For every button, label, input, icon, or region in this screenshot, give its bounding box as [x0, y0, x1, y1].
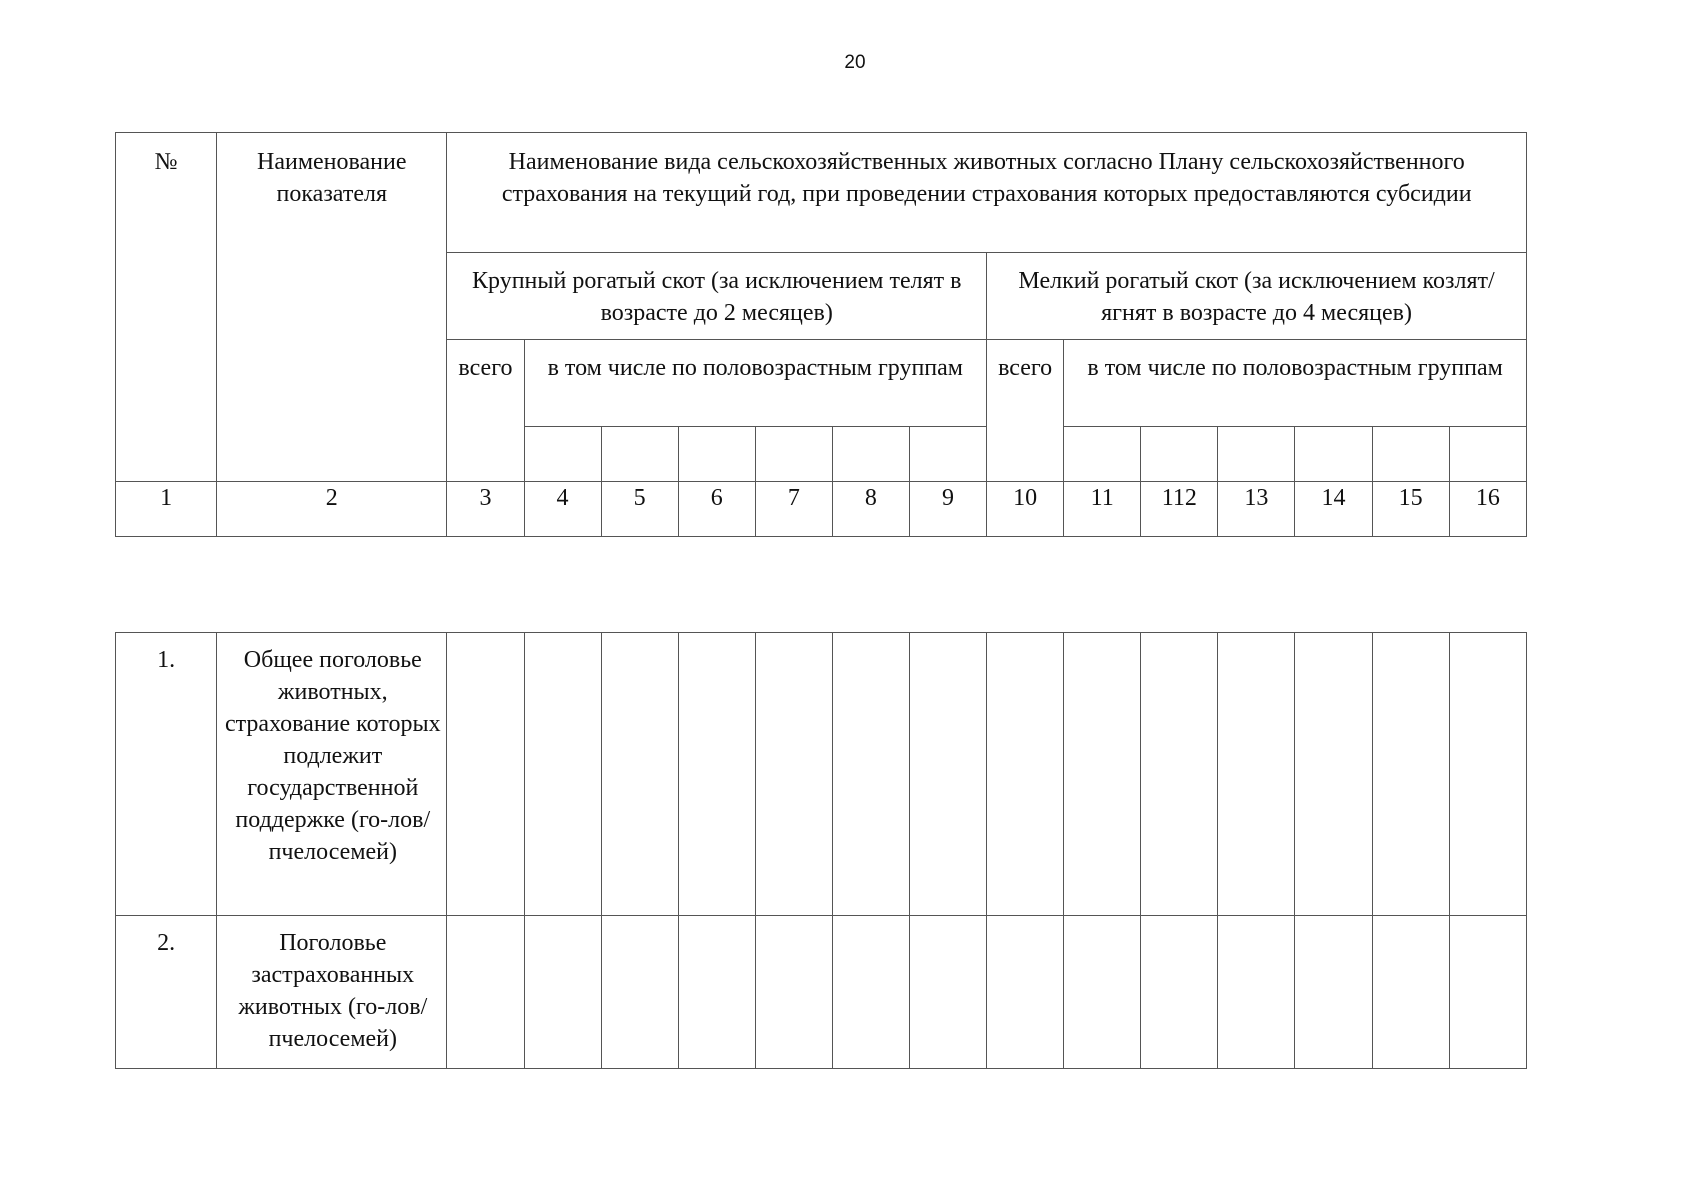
- data-cell[interactable]: [1218, 916, 1295, 1069]
- data-cell[interactable]: [524, 916, 601, 1069]
- data-cell[interactable]: [1064, 633, 1141, 916]
- header-cattle-by-groups: в том числе по половозрастным группам: [524, 340, 987, 427]
- data-cell[interactable]: [1449, 633, 1526, 916]
- header-empty-cell: [755, 427, 832, 482]
- data-cell[interactable]: [1064, 916, 1141, 1069]
- row-indicator-label: Поголовье застрахованных животных (го-лов/пчелосемей): [217, 916, 447, 1069]
- data-cell[interactable]: [678, 916, 755, 1069]
- header-group-small-cattle: Мелкий рогатый скот (за исключением козлят/ягнят в возрасте до 4 месяцев): [987, 253, 1527, 340]
- header-empty-cell: [1064, 427, 1141, 482]
- data-cell[interactable]: [910, 633, 987, 916]
- data-cell[interactable]: [1372, 916, 1449, 1069]
- data-cell[interactable]: [524, 633, 601, 916]
- page-number: 20: [844, 52, 866, 73]
- column-number: 3: [447, 482, 524, 537]
- data-cell[interactable]: [1449, 916, 1526, 1069]
- data-cell[interactable]: [832, 633, 909, 916]
- data-cell[interactable]: [601, 633, 678, 916]
- header-empty-cell: [601, 427, 678, 482]
- header-empty-cell: [1218, 427, 1295, 482]
- data-cell[interactable]: [1372, 633, 1449, 916]
- column-number: 13: [1218, 482, 1295, 537]
- column-number: 15: [1372, 482, 1449, 537]
- column-number: 8: [832, 482, 909, 537]
- column-number: 7: [755, 482, 832, 537]
- column-number: 1: [116, 482, 217, 537]
- column-number: 2: [217, 482, 447, 537]
- column-number: 11: [1064, 482, 1141, 537]
- header-cattle-total: всего: [447, 340, 524, 482]
- header-col-indicator: Наименование показателя: [217, 133, 447, 482]
- header-small-by-groups: в том числе по половозрастным группам: [1064, 340, 1527, 427]
- header-empty-cell: [1295, 427, 1372, 482]
- header-empty-cell: [1141, 427, 1218, 482]
- data-cell[interactable]: [1295, 916, 1372, 1069]
- column-number: 5: [601, 482, 678, 537]
- data-cell[interactable]: [987, 633, 1064, 916]
- header-empty-cell: [1449, 427, 1526, 482]
- column-number: 112: [1141, 482, 1218, 537]
- column-number: 10: [987, 482, 1064, 537]
- data-cell[interactable]: [1218, 633, 1295, 916]
- header-empty-cell: [832, 427, 909, 482]
- data-cell[interactable]: [832, 916, 909, 1069]
- data-cell[interactable]: [1295, 633, 1372, 916]
- data-cell[interactable]: [1141, 633, 1218, 916]
- header-empty-cell: [524, 427, 601, 482]
- row-number: 2.: [116, 916, 217, 1069]
- column-number: 9: [909, 482, 986, 537]
- data-cell[interactable]: [601, 916, 678, 1069]
- data-cell[interactable]: [910, 916, 987, 1069]
- row-number: 1.: [116, 633, 217, 916]
- header-empty-cell: [1372, 427, 1449, 482]
- data-cell[interactable]: [755, 633, 832, 916]
- column-number: 6: [678, 482, 755, 537]
- data-cell[interactable]: [678, 633, 755, 916]
- column-number: 14: [1295, 482, 1372, 537]
- table-row: [116, 633, 1527, 916]
- header-table: [115, 132, 1527, 537]
- data-cell[interactable]: [987, 916, 1064, 1069]
- row-indicator-label: Общее поголовье животных, страхование которых подлежит государственной поддержке (го-лов/пчелосемей): [217, 633, 447, 916]
- header-col-no: №: [116, 133, 217, 482]
- data-cell[interactable]: [447, 916, 524, 1069]
- data-table: [115, 632, 1527, 1069]
- header-col-species: Наименование вида сельскохозяйственных животных согласно Плану сельскохозяйственного страхования на текущий год, при проведении страхования которых предоставляются субсидии: [447, 133, 1527, 253]
- column-number: 16: [1449, 482, 1526, 537]
- header-small-total: всего: [987, 340, 1064, 482]
- column-number: 4: [524, 482, 601, 537]
- header-empty-cell: [909, 427, 986, 482]
- data-cell[interactable]: [447, 633, 524, 916]
- data-cell[interactable]: [1141, 916, 1218, 1069]
- header-group-cattle: Крупный рогатый скот (за исключением телят в возрасте до 2 месяцев): [447, 253, 987, 340]
- header-empty-cell: [678, 427, 755, 482]
- data-cell[interactable]: [755, 916, 832, 1069]
- table-row: [116, 916, 1527, 1069]
